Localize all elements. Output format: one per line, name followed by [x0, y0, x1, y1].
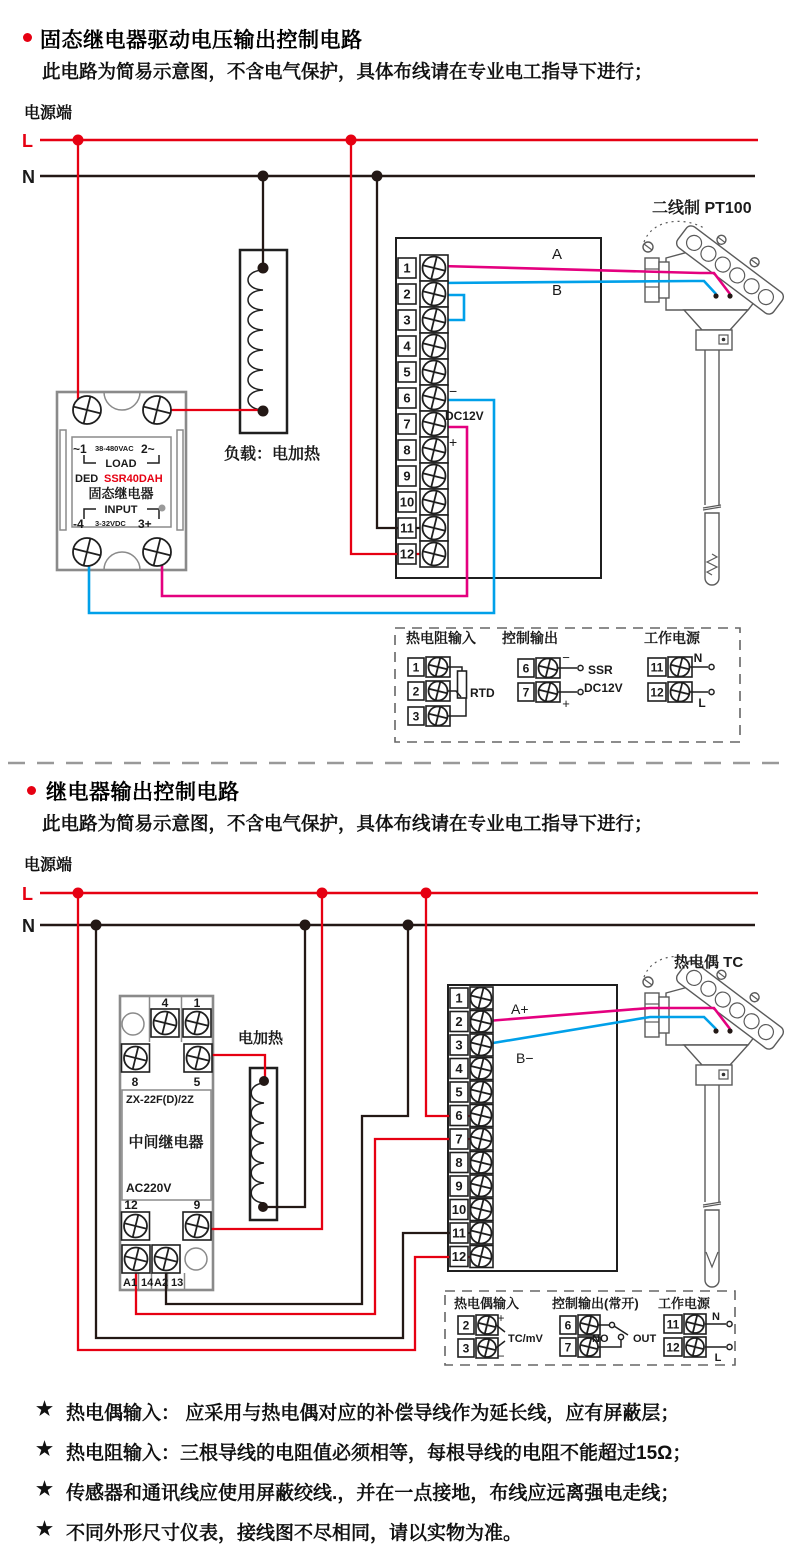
legend1-minus: − [562, 650, 570, 665]
section1-title: 固态继电器驱动电压输出控制电路 [40, 29, 363, 52]
legend2-tc-terminals [458, 1314, 498, 1359]
legend1-power-terminals [648, 655, 692, 703]
relay-name: 中间继电器 [128, 1134, 204, 1151]
legend1-title-rtd: 热电阻输入 [406, 630, 476, 646]
ssr-led-icon [159, 505, 166, 512]
note-text: 传感器和通讯线应使用屏蔽绞线.，并在一点接地，布线应远离强电走线； [66, 1483, 680, 1504]
terminal-number: 3 [462, 1341, 470, 1356]
terminal-number: 6 [455, 1108, 463, 1124]
terminal-number: 7 [455, 1131, 463, 1147]
legend1-title-pwr: 工作电源 [644, 630, 700, 646]
sensor-label-1: 二线制 PT100 [652, 200, 752, 217]
inst1-a-label: A [552, 246, 563, 263]
terminal-number: 4 [403, 338, 411, 354]
inst2-b-label: B− [516, 1050, 534, 1066]
legend1-rtd-terminals [408, 655, 450, 727]
ssr-model: SSR40DAH [104, 473, 163, 485]
load-label-1: 负载：电加热 [224, 446, 321, 463]
terminal-number: 1 [455, 990, 463, 1006]
legend2-no: NO [592, 1333, 609, 1345]
tc-sensor [643, 949, 790, 1287]
legend2-plus: + [497, 1311, 505, 1325]
legend2-minus: − [497, 1349, 505, 1363]
terminal-number: 5 [403, 364, 411, 380]
relay-pin: A2 [154, 1277, 169, 1289]
ssr-brand: DED [75, 473, 99, 485]
legend1-n: N [693, 651, 703, 665]
terminal-number: 11 [400, 520, 414, 536]
terminal-number: 5 [455, 1084, 463, 1100]
legend1-dc: DC12V [584, 681, 623, 695]
terminal-number: 12 [399, 546, 415, 562]
inst1-minus: − [449, 383, 458, 399]
legend1-ssr: SSR [588, 663, 613, 677]
legend1-title-out: 控制输出 [502, 630, 558, 646]
inst1-b-label: B [552, 282, 563, 299]
relay-pin: 5 [193, 1075, 201, 1089]
terminal-number: 2 [403, 286, 411, 302]
terminal-number: 2 [462, 1318, 470, 1333]
terminal-number: 3 [455, 1037, 463, 1053]
star-icon: ★ [36, 1519, 54, 1540]
note-text: 不同外形尺寸仪表，接线图不尽相同，请以实物为准。 [66, 1523, 523, 1544]
note-text: 热电偶输入： 应采用与热电偶对应的补偿导线作为延长线，应有屏蔽层； [66, 1403, 680, 1424]
relay-volt: AC220V [126, 1181, 172, 1195]
terminal-number: 6 [522, 661, 530, 676]
n-label-2: N [22, 916, 35, 936]
legend1-l: L [698, 696, 706, 710]
star-icon: ★ [36, 1439, 54, 1460]
terminal-number: 10 [399, 494, 415, 510]
relay-pin: 14 [141, 1277, 154, 1289]
ssr-text: -4 [73, 517, 84, 531]
terminal-number: 2 [455, 1014, 463, 1030]
relay-model: ZX-22F(D)/2Z [126, 1094, 194, 1106]
section2-subtitle: 此电路为简易示意图，不含电气保护，具体布线请在专业电工指导下进行； [42, 813, 653, 834]
terminal-number: 7 [403, 416, 411, 432]
section2-title: 继电器输出控制电路 [46, 781, 240, 804]
star-icon: ★ [36, 1399, 54, 1420]
relay-pin: 8 [131, 1075, 139, 1089]
legend2-power-terminals [664, 1313, 706, 1358]
legend2-tcmv: TC/mV [508, 1333, 543, 1345]
heater-label-2: 电加热 [238, 1030, 284, 1047]
terminal-number: 11 [666, 1317, 680, 1332]
terminal-number: 10 [451, 1202, 467, 1218]
terminal-number: 9 [455, 1178, 463, 1194]
star-icon: ★ [36, 1479, 54, 1500]
relay-pin: 9 [193, 1198, 201, 1212]
l-label-2: L [22, 884, 33, 904]
ssr-text: LOAD [105, 458, 137, 470]
section2-power-label: 电源端 [24, 857, 73, 874]
terminal-number: 8 [403, 442, 411, 458]
terminal-number: 6 [403, 390, 411, 406]
relay-pin: 4 [161, 996, 169, 1010]
terminal-number: 8 [455, 1155, 463, 1171]
legend2-title-tc: 热电偶输入 [454, 1296, 520, 1311]
ssr-text: ~1 [73, 442, 87, 456]
terminal-number: 7 [522, 685, 530, 700]
terminal-number: 12 [650, 685, 664, 700]
ssr-text: 38-480VAC [95, 444, 134, 453]
legend1-plus: + [562, 696, 570, 711]
terminal-number: 4 [455, 1061, 463, 1077]
legend1-output-terminals [518, 656, 560, 703]
legend2-n: N [712, 1311, 720, 1323]
terminal-number: 12 [451, 1249, 467, 1265]
l-label-1: L [22, 131, 33, 151]
ssr-name: 固态继电器 [88, 486, 154, 501]
inst2-a-label: A+ [511, 1001, 529, 1017]
heater-load-2 [250, 1068, 277, 1220]
terminal-number: 2 [412, 684, 420, 699]
legend2-out: OUT [633, 1333, 657, 1345]
terminal-number: 1 [412, 660, 420, 675]
terminal-number: 9 [403, 468, 411, 484]
n-label-1: N [22, 167, 35, 187]
terminal-number: 6 [564, 1318, 572, 1333]
terminal-number: 12 [666, 1340, 680, 1355]
terminal-number: 11 [650, 660, 664, 675]
terminal-number: 7 [564, 1340, 572, 1355]
terminal-number: 3 [412, 709, 420, 724]
section1-power-label: 电源端 [24, 105, 73, 122]
temperature-sensors [643, 214, 790, 1287]
note-text: 热电阻输入：三根导线的电阻值必须相等，每根导线的电阻不能超过15Ω； [66, 1443, 692, 1464]
relay-pin: A1 [123, 1277, 138, 1289]
terminal-number: 11 [452, 1225, 466, 1241]
ssr-text: INPUT [104, 504, 138, 516]
terminal-number: 1 [403, 260, 411, 276]
terminal-number: 3 [403, 312, 411, 328]
section1-subtitle: 此电路为简易示意图，不含电气保护，具体布线请在专业电工指导下进行； [42, 61, 653, 82]
relay-pin: 1 [193, 996, 201, 1010]
inst1-plus: + [449, 434, 458, 450]
legend2-title-pwr: 工作电源 [658, 1296, 711, 1311]
legend2-title-out: 控制输出(常开) [552, 1296, 639, 1311]
inst1-dc12v: DC12V [445, 409, 484, 423]
ssr-text: 2~ [141, 442, 155, 456]
ssr-text: 3-32VDC [95, 519, 126, 528]
relay-pin: 13 [171, 1277, 184, 1289]
relay-pin: 12 [124, 1198, 138, 1212]
ssr-text: 3+ [138, 517, 152, 531]
sensor-label-2: 热电偶 TC [674, 954, 744, 971]
pt100-sensor [643, 214, 790, 585]
legend2-l: L [714, 1352, 722, 1364]
legend1-rtd: RTD [470, 686, 495, 700]
